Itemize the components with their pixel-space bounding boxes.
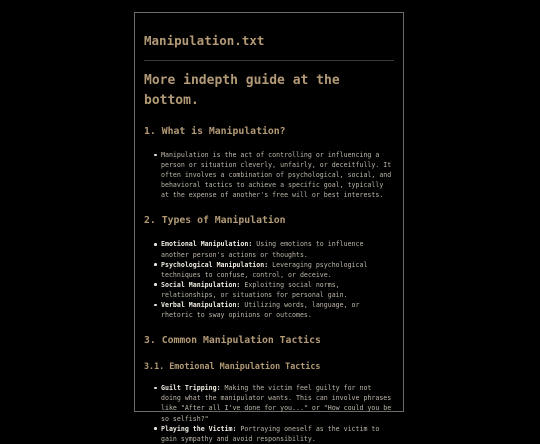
section-heading-types: 2. Types of Manipulation bbox=[144, 215, 286, 227]
list-item-text: Manipulation is the act of controlling or influencing a person or situation cleverly, unfairly, or deceitfully. It often involves a combination of psychological, social, and behavioral tactics to achieve a specific goal, typically at the expense of another's free will or best interests. bbox=[161, 151, 392, 200]
list-item-text: Using emotions to influence another person's actions or thoughts. bbox=[161, 240, 364, 259]
list-item-term: Social Manipulation: bbox=[161, 280, 241, 289]
list-item-text: Making the victim feel guilty for not doing what the manipulator wants. This can involve phrases like "After all I've done for you..." or "How could you be so selfish?" bbox=[161, 384, 392, 423]
section-list-what-is bbox=[144, 150, 394, 200]
list-item-text: Leveraging psychological techniques to confuse, control, or deceive. bbox=[161, 260, 368, 279]
list-item bbox=[161, 280, 394, 300]
document-title: Manipulation.txt bbox=[144, 33, 265, 48]
list-item-term: Guilt Tripping: bbox=[161, 384, 221, 393]
list-item bbox=[161, 150, 394, 200]
list-item-text: Portraying oneself as the victim to gain sympathy and avoid responsibility. bbox=[161, 424, 380, 443]
document-panel bbox=[134, 12, 404, 443]
list-item bbox=[161, 239, 394, 259]
intro-heading: More indepth guide at the bottom. bbox=[144, 73, 340, 108]
list-item bbox=[161, 424, 394, 444]
list-item-text: Utilizing words, language, or rhetoric to sway opinions or outcomes. bbox=[161, 301, 360, 320]
subsection-heading-emotional-tactics: 3.1. Emotional Manipulation Tactics bbox=[144, 361, 321, 372]
list-item-term: Verbal Manipulation: bbox=[161, 301, 241, 310]
list-item-term: Emotional Manipulation: bbox=[161, 240, 253, 249]
list-item-term: Psychological Manipulation: bbox=[161, 260, 269, 269]
section-heading-tactics: 3. Common Manipulation Tactics bbox=[144, 335, 321, 347]
title-divider bbox=[144, 60, 394, 61]
list-item bbox=[161, 383, 394, 423]
section-heading-what-is: 1. What is Manipulation? bbox=[144, 126, 286, 137]
section-list-tactics bbox=[144, 383, 394, 444]
section-list-types bbox=[144, 239, 394, 320]
list-item bbox=[161, 260, 394, 280]
list-item-term: Playing the Victim: bbox=[161, 424, 237, 433]
list-item-text: Exploiting social norms, relationships, or situations for personal gain. bbox=[161, 280, 348, 299]
list-item bbox=[161, 300, 394, 320]
